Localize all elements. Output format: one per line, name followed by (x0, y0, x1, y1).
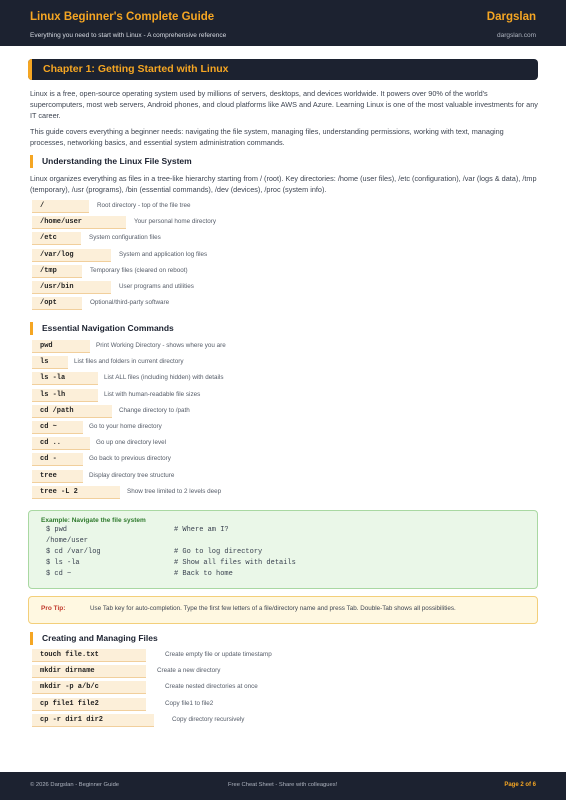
description-cell: Your personal home directory (134, 218, 217, 226)
pro-tip-label: Pro Tip: (41, 605, 66, 612)
command-cell: cd ~ (32, 421, 83, 434)
intro-paragraph-1: Linux is a free, open-source operating system used by millions of servers, desktops, and devices worldwide. It powers over 90% of the world's supercomputers, most web servers, Android phones, and cloud platforms like AWS and Azure. Learning Linux is one of the most valuable investments for any IT career. (30, 89, 538, 120)
example-title: Example: Navigate the file system (41, 517, 146, 524)
table-row (30, 485, 540, 501)
description-cell: Create a new directory (157, 667, 221, 675)
command-cell: cd .. (32, 437, 90, 450)
section-heading-navigation (30, 322, 330, 335)
description-cell: List with human-readable file sizes (104, 390, 201, 398)
command-cell: cd - (32, 453, 83, 466)
command-cell: ls -lh (32, 389, 98, 402)
brand-url[interactable]: dargslan.com (496, 32, 536, 39)
table-row (30, 648, 540, 664)
table-row (30, 420, 540, 436)
example-box (28, 510, 538, 589)
command-cell: cd /path (32, 405, 112, 418)
description-cell: Copy directory recursively (172, 715, 245, 723)
description-cell: Show tree limited to 2 levels deep (127, 487, 222, 495)
description-cell: Go up one directory level (96, 439, 167, 447)
description-cell: Go back to previous directory (89, 455, 171, 463)
page-number: Page 2 of 6 (504, 782, 536, 788)
guide-title: Linux Beginner's Complete Guide (30, 11, 215, 23)
description-cell: Display directory tree structure (89, 471, 175, 479)
command-cell: cp -r dir1 dir2 (32, 714, 154, 727)
command-cell: pwd (32, 340, 90, 353)
table-row (30, 697, 540, 713)
table-row (30, 215, 540, 231)
table-row (30, 248, 540, 264)
footer-share-note: Free Cheat Sheet - Share with colleagues! (228, 782, 338, 788)
command-cell: /usr/bin (32, 281, 111, 294)
table-row (30, 355, 540, 371)
description-cell: Create nested directories at once (165, 683, 258, 691)
table-row (30, 339, 540, 355)
table-row (30, 664, 540, 680)
example-code-line: $ ls -la (46, 559, 80, 567)
table-row (30, 280, 540, 296)
section-accent-bar (30, 322, 33, 335)
pro-tip-box (28, 596, 538, 624)
table-row (30, 452, 540, 468)
navigation-table (30, 339, 540, 501)
command-cell: /etc (32, 232, 81, 245)
table-row (30, 388, 540, 404)
files-table (30, 648, 540, 729)
example-code-line: $ cd ~ (46, 570, 72, 578)
description-cell: Copy file1 to file2 (165, 699, 214, 707)
section-heading-filesystem (30, 155, 330, 168)
command-cell: / (32, 200, 89, 213)
section-accent-bar (30, 632, 33, 645)
table-row (30, 264, 540, 280)
table-row (30, 404, 540, 420)
chapter-title: Chapter 1: Getting Started with Linux (43, 63, 229, 75)
description-cell: System and application log files (119, 250, 208, 258)
footer-copyright: © 2026 Dargslan - Beginner Guide (30, 782, 120, 788)
command-cell: /var/log (32, 249, 111, 262)
table-row (30, 713, 540, 729)
section-title: Creating and Managing Files (42, 633, 158, 643)
description-cell: System configuration files (89, 234, 161, 242)
page-header (0, 0, 566, 46)
table-row (30, 469, 540, 485)
example-comment: # Back to home (174, 570, 233, 578)
table-row (30, 371, 540, 387)
guide-subtitle: Everything you need to start with Linux - A comprehensive reference (30, 32, 227, 39)
description-cell: Print Working Directory - shows where you are (96, 342, 226, 349)
description-cell: Change directory to /path (119, 406, 190, 414)
table-row (30, 199, 540, 215)
filesystem-paragraph: Linux organizes everything as files in a tree-like hierarchy starting from / (root). Key directories: /home (user files), /etc (configuration), /var (logs & data), /tmp (temporary), /usr (programs), /bin (essential commands), /dev (devices), /proc (system info). (30, 174, 537, 194)
intro-paragraph-2: This guide covers everything a beginner needs: navigating the file system, managing files, understanding permissions, working with text, managing processes, networking basics, and essential system administration commands. (30, 127, 504, 147)
command-cell: cp file1 file2 (32, 698, 146, 711)
filesystem-table (30, 199, 540, 312)
command-cell: mkdir -p a/b/c (32, 681, 146, 694)
section-title: Understanding the Linux File System (42, 156, 192, 166)
section-title: Essential Navigation Commands (42, 323, 174, 333)
example-comment: # Where am I? (174, 526, 229, 534)
description-cell: Optional/third-party software (90, 299, 170, 307)
command-cell: tree (32, 470, 83, 483)
example-code-line: $ cd /var/log (46, 548, 101, 556)
command-cell: ls -la (32, 372, 98, 385)
description-cell: Temporary files (cleared on reboot) (90, 266, 188, 274)
table-row (30, 231, 540, 247)
command-cell: touch file.txt (32, 649, 146, 662)
example-comment: # Go to log directory (174, 548, 263, 556)
example-comment: # Show all files with details (174, 559, 296, 567)
brand-name: Dargslan (486, 11, 536, 23)
command-cell: /tmp (32, 265, 82, 278)
command-cell: /opt (32, 297, 82, 310)
page-footer (0, 772, 566, 800)
command-cell: mkdir dirname (32, 665, 146, 678)
command-cell: ls (32, 356, 68, 369)
description-cell: User programs and utilities (119, 282, 194, 290)
example-code-line: /home/user (46, 537, 89, 545)
description-cell: List ALL files (including hidden) with details (104, 374, 224, 382)
section-heading-files (30, 632, 330, 645)
description-cell: Create empty file or update timestamp (165, 651, 272, 658)
description-cell: List files and folders in current directory (74, 358, 184, 366)
section-accent-bar (30, 155, 33, 168)
command-cell: tree -L 2 (32, 486, 120, 499)
chapter-banner (28, 59, 538, 80)
table-row (30, 436, 540, 452)
command-cell: /home/user (32, 216, 126, 229)
description-cell: Go to your home directory (89, 422, 162, 430)
table-row (30, 296, 540, 312)
table-row (30, 680, 540, 696)
pro-tip-text: Use Tab key for auto-completion. Type the first few letters of a file/directory name and press Tab. Double-Tab shows all possibilities. (90, 605, 456, 612)
chapter-accent-bar (28, 59, 32, 80)
example-code-line: $ pwd (46, 526, 68, 534)
description-cell: Root directory - top of the file tree (97, 202, 191, 209)
